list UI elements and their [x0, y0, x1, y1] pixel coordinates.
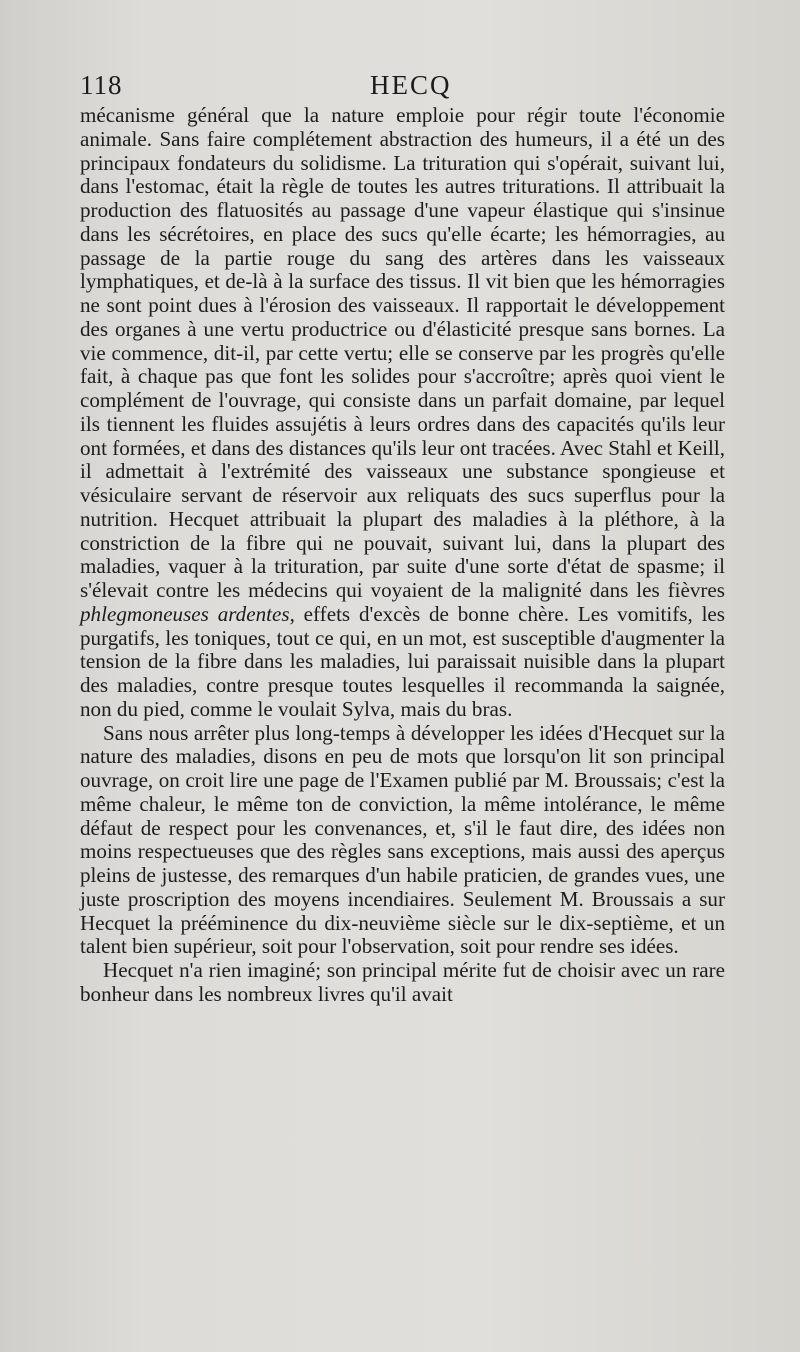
italic-phrase: phlegmoneuses ardentes [80, 601, 290, 626]
paragraph-1-text-end: , effets d'excès de bonne chère. Les vomitifs, les purgatifs, les toniques, tout ce qui, en un mot, est susceptible d'augmenter la tension de la fibre dans les maladies, lui paraissait nuisible dans la plupart des maladies, contre presque toutes lesquelles il recommanda la saignée, non du pied, comme le voulait Sylva, mais du bras. [80, 601, 726, 721]
paragraph-1-text: mécanisme général que la nature emploie pour régir toute l'économie animale. Sans faire complétement abstraction des humeurs, il a été un des principaux fondateurs du solidisme. La trituration qui s'opérait, suivant lui, dans l'estomac, était la règle de toutes les autres triturations. Il attribuait la production des flatuosités au passage d'une vapeur élastique qui s'insinue dans les sécrétoires, en place des sucs qu'elle écarte; les hémorragies, au passage de la partie rouge du sang des artères dans les vaisseaux lymphatiques, et de-là à la surface des tissus. Il vit bien que les hémorragies ne sont point dues à l'érosion des vaisseaux. Il rapportait le développement des organes à une vertu productrice ou d'élasticité presque sans bornes. La vie commence, dit-il, par cette vertu; elle se conserve par les progrès qu'elle fait, à chaque pas que font les solides pour s'accroître; après quoi vient le complément de l'ouvrage, qui consiste dans un parfait domaine, par lequel ils tiennent les fluides assujétis à leurs ordres dans des capacités qu'ils leur ont formées, et dans des distances qu'ils leur ont tracées. Avec Stahl et Keill, il admettait à l'extrémité des vaisseaux une substance spongieuse et vésiculaire servant de réservoir aux reliquats des sucs superflus pour la nutrition. Hecquet attribuait la plupart des maladies à la pléthore, à la constriction de la fibre qui ne pouvait, suivant lui, dans la plupart des maladies, vaquer à la trituration, par suite d'une sorte d'état de spasme; il s'élevait contre les médecins qui voyaient de la malignité dans les fièvres [80, 103, 725, 602]
running-title: HECQ [370, 70, 452, 100]
paragraph-2: Sans nous arrêter plus long-temps à développer les idées d'Hecquet sur la nature des maladies, disons en peu de mots que lorsqu'on lit son principal ouvrage, on croit lire une page de l'Examen publié par M. Broussais; c'est la même chaleur, le même ton de conviction, la même intolérance, le même défaut de respect pour les convenances, et, s'il le faut dire, des idées non moins respectueuses que des règles sans exceptions, mais aussi des aperçus pleins de justesse, des remarques d'un habile praticien, de grandes vues, une juste proscription des moyens incendiaires. Seulement M. Broussais a sur Hecquet la prééminence du dix-neuvième siècle sur le dix-septième, et un talent bien supérieur, soit pour l'observation, soit pour rendre ses idées. [80, 720, 725, 959]
paragraph-1 [80, 104, 725, 722]
body-text [80, 104, 725, 1007]
page-number: 118 [80, 70, 123, 100]
page-header [80, 70, 725, 104]
paragraph-3: Hecquet n'a rien imaginé; son principal mérite fut de choisir avec un rare bonheur dans les nombreux livres qu'il avait [80, 958, 725, 1006]
